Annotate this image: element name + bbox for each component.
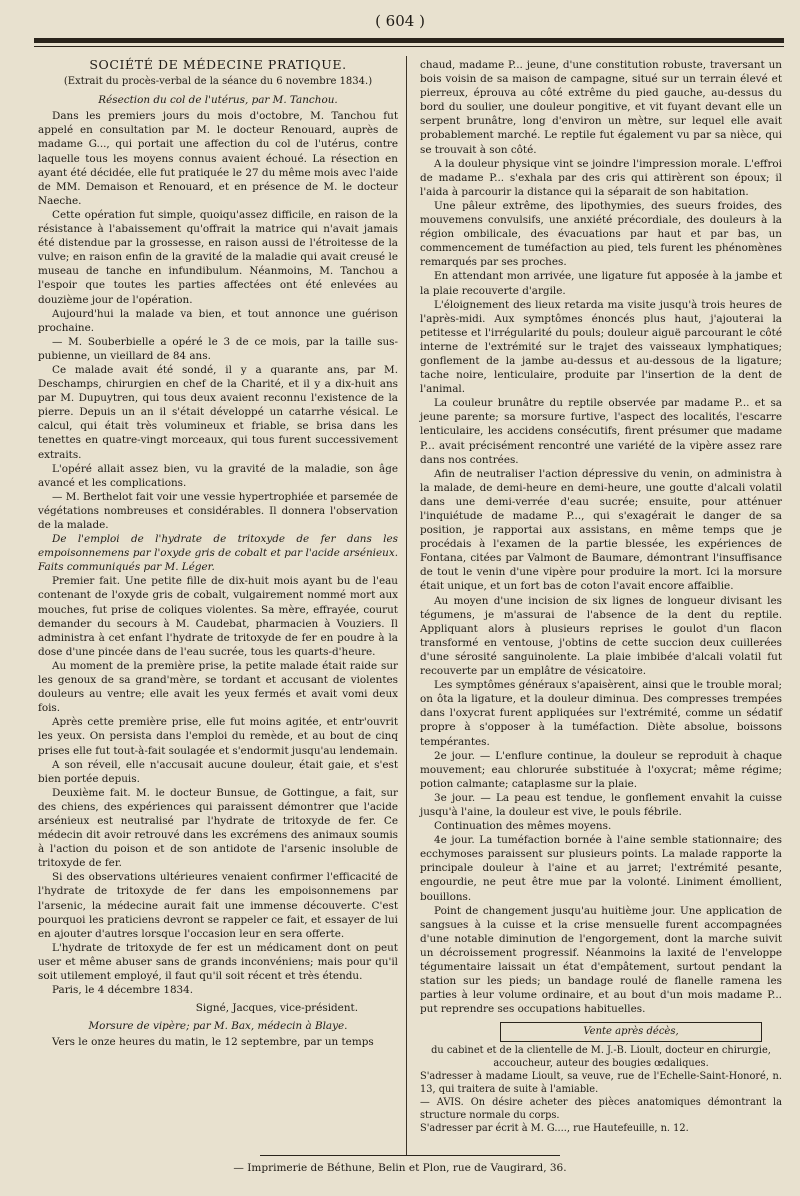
signature: Signé, Jacques, vice-président.	[195, 1002, 358, 1015]
paragraph: Aujourd'hui la malade va bien, et tout annonce une guérison prochaine.	[38, 307, 398, 334]
paragraph: Une pâleur extrême, des lipothymies, des sueurs froides, des mouvemens convulsifs, une anxiété précordiale, des douleurs à la région ombilicale, des évacuations par haut et par bas, un commencement de tuméfaction au pied, tels furent les phénomènes remarqués par ses proches.	[420, 199, 782, 269]
paragraph: Deuxième fait. M. le docteur Bunsue, de Gottingue, a fait, sur des chiens, des expériences qui paraissent démontrer que l'acide arsénieux est neutralisé par l'hydrate de tritoxyde de fer. Ce médecin dit avoir retrouvé dans les excrémens des animaux soumis à l'action du poison et de son antidote de l'arsenic insoluble de tritoxyde de fer.	[38, 786, 398, 870]
paragraph: 3e jour. — La peau est tendue, le gonflement envahit la cuisse jusqu'à l'aine, la douleur est vive, le pouls fébrile.	[420, 791, 782, 818]
dateline: Paris, le 4 décembre 1834.	[52, 984, 194, 997]
paragraph: Au moment de la première prise, la petite malade était raide sur les genoux de sa grand'mère, se tordant et accusant de violentes douleurs au ventre; elle avait les yeux fermés et avait vomi deux fois.	[38, 659, 398, 715]
paragraph: Point de changement jusqu'au huitième jour. Une application de sangsues à la cuisse et la crise mensuelle furent accompagnées d'une notable diminution de l'engorgement, dont la marche suivit un décroissement progressif. Néanmoins la laxité de l'enveloppe tégumentaire laissait un état d'empâtement, surtout pendant la station sur les pieds; un bandage roulé de flanelle ramena les parties à leur volume ordinaire, et au bout d'un mois madame P... put reprendre ses occupations habituelles.	[420, 904, 782, 1016]
avis-address: S'adresser par écrit à M. G...., rue Hautefeuille, n. 12.	[420, 1123, 689, 1135]
paragraph: — M. Berthelot fait voir une vessie hypertrophiée et parsemée de végétations nombreuses et considérables. Il donnera l'observation de la malade.	[38, 490, 398, 531]
paragraph: Continuation des mêmes moyens.	[434, 820, 612, 833]
top-rule	[34, 38, 784, 43]
column-divider	[406, 56, 407, 1156]
article-title-hydrate: De l'emploi de l'hydrate de tritoxyde de fer dans les empoisonnemens par l'oxyde gris de cobalt et par l'acide arsénieux. Faits communiqués par M. Léger.	[38, 533, 398, 574]
paragraph: Premier fait. Une petite fille de dix-huit mois ayant bu de l'eau contenant de l'oxyde gris de cobalt, vulgairement nommé mort aux mouches, fut prise de coliques violentes. Sa mère, effrayée, courut demander du secours à M. Caudebat, pharmacien à Vouziers. Il administra à cet enfant l'hydrate de tritoxyde de fer en poudre à la dose d'une pincée dans de l'eau sucrée, tous les quarts-d'heure.	[38, 575, 398, 658]
paragraph: Au moyen d'une incision de six lignes de longueur divisant les tégumens, je m'assurai de l'absence de la dent du reptile. Appliquant alors à plusieurs reprises le goulot d'un flacon transformé en ventouse, j'obtins de cette succion deux cuillerées d'une sérosité sanguinolente. La plaie imbibée d'alcali volatil fut recouverte par un emplâtre de vésicatoire.	[420, 594, 782, 678]
top-rule-thin	[34, 46, 784, 47]
paragraph: En attendant mon arrivée, une ligature fut apposée à la jambe et la plaie recouverte d'argile.	[420, 270, 782, 297]
paragraph: A la douleur physique vint se joindre l'impression morale. L'effroi de madame P... s'exhala par des cris qui attirèrent son époux; il l'aida à parcourir la distance qui la séparait de son habitation.	[420, 157, 782, 198]
paragraph: L'hydrate de tritoxyde de fer est un médicament dont on peut user et même abuser sans de grands inconvéniens; mais pour qu'il soit utilement employé, il faut qu'il soit récent et très étendu.	[38, 941, 398, 982]
paragraph: 2e jour. — L'enflure continue, la douleur se reproduit à chaque mouvement; eau chlorurée substituée à l'oxycrat; même régime; potion calmante; cataplasme sur la plaie.	[420, 749, 782, 790]
society-heading: SOCIÉTÉ DE MÉDECINE PRATIQUE.	[89, 57, 347, 72]
sale-address: S'adresser à madame Lioult, sa veuve, rue de l'Echelle-Saint-Honoré, n. 13, qui traitera de suite à l'amiable.	[420, 1071, 782, 1096]
page-number: ( 604 )	[375, 12, 425, 30]
avis-notice: — AVIS. On désire acheter des pièces anatomiques démontrant la structure normale du corps.	[420, 1097, 782, 1122]
extract-line: (Extrait du procès-verbal de la séance du 6 novembre 1834.)	[63, 76, 373, 88]
paragraph: — M. Souberbielle a opéré le 3 de ce mois, par la taille sus-pubienne, un vieillard de 84 ans.	[38, 335, 398, 362]
paragraph: A son réveil, elle n'accusait aucune douleur, était gaie, et s'est bien portée depuis.	[38, 758, 398, 785]
announcements	[420, 1044, 782, 1135]
paragraph: Cette opération fut simple, quoiqu'assez difficile, en raison de la résistance à l'abaissement qu'offrait la matrice qui n'avait jamais été distendue par la grossesse, en raison aussi de l'étroitesse de la vulve; en raison enfin de la gravité de la maladie qui avait creusé le museau de tanche en infundibulum. Néanmoins, M. Tanchou a l'espoir que toutes les parties affectées ont été enlevées au douzième jour de l'opération.	[38, 208, 398, 306]
article-title-resection: Résection du col de l'utérus, par M. Tanchou.	[98, 94, 338, 107]
paragraph: Si des observations ultérieures venaient confirmer l'efficacité de l'hydrate de tritoxyde de fer dans les empoisonnemens par l'arsenic, la médecine aurait fait une immense découverte. C'est pourquoi les praticiens devront se rappeler ce fait, et essayer de lui en ajouter d'autres lorsque l'occasion leur en sera offerte.	[38, 871, 398, 940]
paragraph: chaud, madame P... jeune, d'une constitution robuste, traversant un bois voisin de sa maison de campagne, situé sur un terrain élevé et pierreux, éprouva au côté extrême du pied gauche, au-dessus du bord du soulier, une douleur pongitive, et vit fuyant devant elle un serpent brunâtre, long d'environ un mètre, sur lequel elle avait probablement marché. Le reptile fut également vu par sa nièce, qui se trouvait à son côté.	[420, 59, 782, 156]
sale-notice-box: Vente après décès,	[500, 1022, 762, 1042]
paragraph: Ce malade avait été sondé, il y a quarante ans, par M. Deschamps, chirurgien en chef de la Charité, et il y a dix-huit ans par M. Dupuytren, qui tous deux avaient reconnu l'existence de la pierre. Depuis un an il s'était développé un catarrhe vésical. Le calcul, qui était très volumineux et friable, se brisa dans les tenettes en quatre-vingt morceaux, qui tous furent successivement extraits.	[38, 363, 398, 461]
paragraph: Afin de neutraliser l'action dépressive du venin, on administra à la malade, de demi-heure en demi-heure, une goutte d'alcali volatil dans une demi-verrée d'eau sucrée; ensuite, pour atténuer l'inquiétude de madame P..., qui s'exagérait le danger de sa position, je rapportai aux assistans, en même temps que je procédais à l'examen de la partie blessée, les expériences de Fontana, citées par Valmont de Baumare, démontrant l'insuffisance de tout le venin d'une vipère pour produire la mort. Ici la morsure était unique, et un fort bas de coton l'avait encore affaiblie.	[420, 467, 782, 593]
paragraph: Vers le onze heures du matin, le 12 septembre, par un temps	[52, 1036, 374, 1049]
printer-footer: — Imprimerie de Béthune, Belin et Plon, rue de Vaugirard, 36.	[233, 1162, 567, 1174]
paragraph: L'éloignement des lieux retarda ma visite jusqu'à trois heures de l'après-midi. Aux symptômes énoncés plus haut, j'ajouterai la petitesse et l'irrégularité du pouls; douleur aiguë parcourant le côté interne de l'extrémité sur le trajet des vaisseaux lymphatiques; gonflement de la jambe au-dessus et au-dessous de la ligature; tache noire, lenticulaire, produite par l'insertion de la dent de l'animal.	[420, 298, 782, 396]
paragraph: L'opéré allait assez bien, vu la gravité de la maladie, son âge avancé et les complications.	[38, 462, 398, 489]
paragraph: La couleur brunâtre du reptile observée par madame P... et sa jeune parente; sa morsure furtive, l'aspect des localités, l'escarre lenticulaire, les accidens consécutifs, firent présumer que madame P... avait précisément rencontré une variété de la vipère assez rare dans nos contrées.	[420, 397, 782, 466]
left-column	[38, 58, 398, 1049]
footer-rule	[260, 1155, 560, 1156]
paragraph: Après cette première prise, elle fut moins agitée, et entr'ouvrit les yeux. On persista dans l'emploi du remède, et au bout de cinq prises elle fut tout-à-fait soulagée et s'endormit jusqu'au lendemain.	[38, 716, 398, 757]
paragraph: Dans les premiers jours du mois d'octobre, M. Tanchou fut appelé en consultation par M. le docteur Renouard, auprès de madame G..., qui portait une affection du col de l'utérus, contre laquelle tous les moyens connus avaient échoué. La résection en ayant été décidée, elle fut pratiquée le 27 du même mois avec l'aide de MM. Demaison et Renouard, et en présence de M. le docteur Naeche.	[38, 110, 398, 207]
paragraph: 4e jour. La tuméfaction bornée à l'aine semble stationnaire; des ecchymoses paraissent sur plusieurs points. La malade rapporte la principale douleur à l'aine et au jarret; l'extrémité pesante, engourdie, ne peut être mue par la volonté. Liniment émollient, bouillons.	[420, 834, 782, 903]
sale-notice: du cabinet et de la clientelle de M. J.-B. Lioult, docteur en chirurgie, accoucheur, auteur des bougies œdaliques.	[431, 1045, 771, 1070]
article-title-vipere: Morsure de vipère; par M. Bax, médecin à Blaye.	[88, 1020, 348, 1033]
paragraph: Les symptômes généraux s'apaisèrent, ainsi que le trouble moral; on ôta la ligature, et la douleur diminua. Des compresses trempées dans l'oxycrat furent appliquées sur l'extrémité, comme un sédatif propre à s'opposer à la tuméfaction. Diète absolue, boissons tempérantes.	[420, 679, 782, 748]
right-column	[420, 58, 782, 1135]
